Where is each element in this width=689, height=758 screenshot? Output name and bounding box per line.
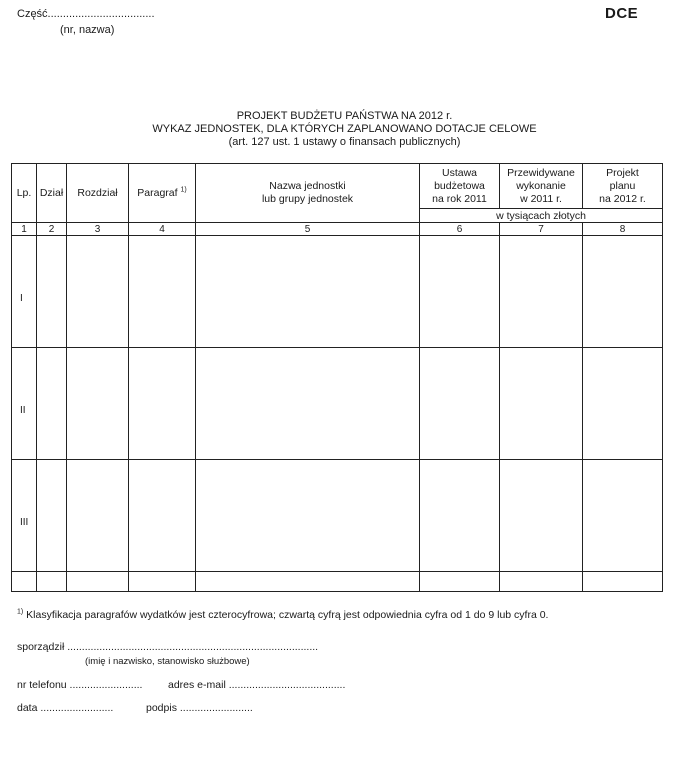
column-number: 4 [129, 223, 196, 236]
empty-cell[interactable] [129, 236, 196, 348]
table-section-row [12, 236, 663, 348]
table-section-row [12, 348, 663, 460]
column-number: 5 [196, 223, 420, 236]
empty-cell[interactable] [129, 348, 196, 460]
header-ustawa [420, 164, 500, 209]
header-przewidywane [500, 164, 583, 209]
empty-cell[interactable] [583, 572, 663, 592]
header-nazwa-line1: Nazwa jednostki [269, 180, 346, 192]
empty-cell[interactable] [129, 460, 196, 572]
title-line-2: WYKAZ JEDNOSTEK, DLA KTÓRYCH ZAPLANOWANO DOTACJE CELOWE [152, 123, 537, 135]
empty-cell[interactable] [67, 348, 129, 460]
header-ustawa-line2: budżetowa [434, 179, 485, 192]
header-nazwa [196, 164, 420, 223]
section-label: I [20, 293, 23, 304]
header-dzial: Dział [37, 164, 67, 223]
empty-cell[interactable] [500, 460, 583, 572]
document-title [0, 110, 689, 149]
empty-cell[interactable] [37, 236, 67, 348]
column-number: 3 [67, 223, 129, 236]
title-line-1: PROJEKT BUDŻETU PAŃSTWA NA 2012 r. [236, 110, 453, 122]
section-label: III [20, 517, 29, 528]
header-lp: Lp. [12, 164, 37, 223]
column-number-row [12, 223, 663, 236]
phone-field[interactable]: nr telefonu ......................... [17, 679, 143, 691]
empty-cell[interactable] [420, 460, 500, 572]
form-code: DCE [605, 5, 639, 22]
table-section-row [12, 460, 663, 572]
empty-cell[interactable] [500, 348, 583, 460]
empty-cell[interactable] [37, 348, 67, 460]
header-ustawa-line1: Ustawa [441, 166, 477, 179]
empty-cell[interactable] [500, 572, 583, 592]
empty-cell[interactable] [583, 236, 663, 348]
section-cell [12, 460, 37, 572]
empty-cell[interactable] [196, 572, 420, 592]
empty-cell[interactable] [196, 236, 420, 348]
empty-cell[interactable] [420, 572, 500, 592]
empty-cell[interactable] [196, 460, 420, 572]
column-number: 7 [500, 223, 583, 236]
empty-cell[interactable] [12, 572, 37, 592]
empty-cell[interactable] [196, 348, 420, 460]
section-cell [12, 348, 37, 460]
header-paragraf-label: Paragraf [137, 186, 178, 199]
title-line-3: (art. 127 ust. 1 ustawy o finansach publicznych) [228, 136, 461, 148]
header-przewidywane-line1: Przewidywane [507, 166, 575, 179]
section-cell [12, 236, 37, 348]
date-field[interactable]: data ......................... [17, 702, 114, 714]
column-number: 6 [420, 223, 500, 236]
header-nazwa-line2: lub grupy jednostek [261, 193, 354, 205]
signature-field[interactable]: podpis ......................... [146, 702, 253, 714]
prepared-by-field[interactable]: sporządził ...................................................................................... [17, 641, 319, 653]
header-projekt-line2: planu [609, 179, 636, 192]
header-przewidywane-line2: wykonanie [516, 179, 566, 192]
header-paragraf [129, 164, 196, 223]
header-przewidywane-line3: w 2011 r. [520, 192, 562, 205]
header-projekt [583, 164, 663, 209]
header-ustawa-line3: na rok 2011 [432, 192, 487, 205]
empty-cell[interactable] [420, 236, 500, 348]
table-total-row [12, 572, 663, 592]
empty-cell[interactable] [129, 572, 196, 592]
header-projekt-line3: na 2012 r. [599, 192, 646, 205]
footnote-number: 1) [17, 608, 24, 616]
table-header-row [12, 164, 663, 209]
empty-cell[interactable] [37, 460, 67, 572]
empty-cell[interactable] [500, 236, 583, 348]
header-rozdzial: Rozdział [67, 164, 129, 223]
empty-cell[interactable] [67, 572, 129, 592]
empty-cell[interactable] [420, 348, 500, 460]
footnote [17, 609, 548, 621]
empty-cell[interactable] [67, 460, 129, 572]
part-field-caption: (nr, nazwa) [60, 24, 115, 36]
empty-cell[interactable] [37, 572, 67, 592]
prepared-by-caption: (imię i nazwisko, stanowisko służbowe) [85, 656, 250, 667]
footnote-text: Klasyfikacja paragrafów wydatków jest czterocyfrowa; czwartą cyfrą jest odpowiednia cyfra od 1 do 9 lub cyfra 0. [26, 609, 549, 621]
column-number: 8 [583, 223, 663, 236]
empty-cell[interactable] [583, 460, 663, 572]
header-projekt-line1: Projekt [606, 166, 639, 179]
footnote-marker: 1) [180, 186, 187, 193]
section-label: II [20, 405, 26, 416]
column-number: 2 [37, 223, 67, 236]
grant-table [11, 163, 662, 595]
empty-cell[interactable] [67, 236, 129, 348]
unit-label: w tysiącach złotych [420, 209, 663, 223]
column-number: 1 [12, 223, 37, 236]
empty-cell[interactable] [583, 348, 663, 460]
email-field[interactable]: adres e-mail ........................................ [168, 679, 346, 691]
part-field: Część................................... [17, 8, 155, 20]
